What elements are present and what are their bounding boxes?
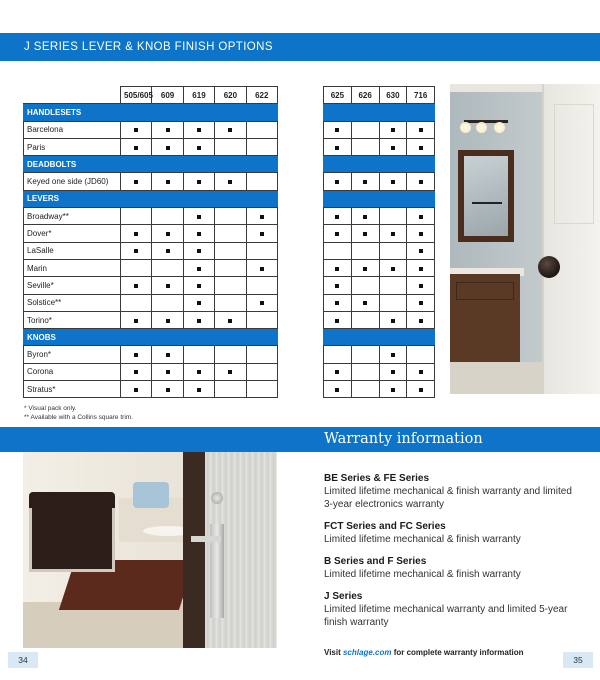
finish-cell bbox=[183, 225, 214, 242]
section-spacer bbox=[324, 156, 435, 173]
availability-dot bbox=[335, 146, 339, 150]
warranty-list bbox=[324, 472, 574, 638]
finish-cell bbox=[407, 346, 435, 363]
finish-cell bbox=[246, 173, 277, 190]
finish-cell bbox=[407, 363, 435, 380]
finish-column-header: 626 bbox=[351, 87, 379, 104]
warranty-item-desc: Limited lifetime mechanical & finish warranty and limited 3-year electronics warranty bbox=[324, 486, 572, 510]
table-header-row bbox=[24, 87, 278, 104]
section-spacer bbox=[324, 104, 435, 121]
finish-cell bbox=[152, 311, 183, 328]
finish-cell bbox=[183, 346, 214, 363]
door-knob-image bbox=[538, 256, 560, 278]
availability-dot bbox=[134, 319, 138, 323]
table-row bbox=[324, 225, 435, 242]
finish-cell bbox=[215, 311, 246, 328]
availability-dot bbox=[335, 319, 339, 323]
finish-cell bbox=[152, 381, 183, 398]
availability-dot bbox=[166, 388, 170, 392]
schlage-link[interactable]: schlage.com bbox=[342, 648, 392, 657]
availability-dot bbox=[197, 146, 201, 150]
finish-cell bbox=[215, 121, 246, 138]
finish-cell bbox=[183, 363, 214, 380]
finish-cell bbox=[324, 277, 352, 294]
finish-cell bbox=[407, 311, 435, 328]
availability-dot bbox=[391, 180, 395, 184]
table-row bbox=[324, 242, 435, 259]
table-section-row bbox=[24, 329, 278, 346]
product-name: Keyed one side (JD60) bbox=[24, 173, 121, 190]
finish-cell bbox=[183, 242, 214, 259]
table-row bbox=[24, 121, 278, 138]
product-name: Corona bbox=[24, 363, 121, 380]
footnote-visual-pack: * Visual pack only. bbox=[24, 405, 77, 412]
table-row bbox=[24, 277, 278, 294]
availability-dot bbox=[419, 215, 423, 219]
finish-cell bbox=[379, 363, 407, 380]
finish-cell bbox=[152, 208, 183, 225]
warranty-item bbox=[324, 555, 574, 581]
table-row bbox=[24, 208, 278, 225]
finish-cell bbox=[324, 346, 352, 363]
page-number-right: 35 bbox=[563, 652, 593, 668]
warranty-item-title: B Series and F Series bbox=[324, 556, 427, 567]
finish-cell bbox=[246, 363, 277, 380]
table-section-row bbox=[24, 156, 278, 173]
finish-cell bbox=[121, 173, 152, 190]
finish-cell bbox=[246, 225, 277, 242]
finish-cell bbox=[379, 346, 407, 363]
availability-dot bbox=[419, 180, 423, 184]
table-row bbox=[324, 346, 435, 363]
product-name: LaSalle bbox=[24, 242, 121, 259]
finish-cell bbox=[407, 294, 435, 311]
availability-dot bbox=[197, 232, 201, 236]
availability-dot bbox=[166, 370, 170, 374]
finish-cell bbox=[379, 311, 407, 328]
finish-cell bbox=[246, 242, 277, 259]
availability-dot bbox=[134, 232, 138, 236]
finish-cell bbox=[152, 173, 183, 190]
availability-dot bbox=[363, 301, 367, 305]
finish-cell bbox=[379, 225, 407, 242]
finish-cell bbox=[407, 259, 435, 276]
availability-dot bbox=[197, 128, 201, 132]
availability-dot bbox=[260, 267, 264, 271]
finish-cell bbox=[379, 259, 407, 276]
availability-dot bbox=[419, 232, 423, 236]
finish-cell bbox=[152, 121, 183, 138]
finish-cell bbox=[152, 259, 183, 276]
finish-cell bbox=[351, 277, 379, 294]
finish-cell bbox=[351, 346, 379, 363]
finish-cell bbox=[324, 363, 352, 380]
availability-dot bbox=[363, 267, 367, 271]
product-name: Byron* bbox=[24, 346, 121, 363]
availability-dot bbox=[391, 128, 395, 132]
availability-dot bbox=[335, 232, 339, 236]
table-row bbox=[324, 173, 435, 190]
finish-cell bbox=[407, 208, 435, 225]
product-name: Broadway** bbox=[24, 208, 121, 225]
availability-dot bbox=[197, 180, 201, 184]
availability-dot bbox=[335, 370, 339, 374]
finish-cell bbox=[152, 138, 183, 155]
product-name: Dover* bbox=[24, 225, 121, 242]
finish-cell bbox=[351, 208, 379, 225]
finish-cell bbox=[379, 138, 407, 155]
finish-cell bbox=[324, 121, 352, 138]
table-row bbox=[24, 346, 278, 363]
finish-cell bbox=[379, 121, 407, 138]
finish-cell bbox=[121, 363, 152, 380]
finish-cell bbox=[351, 311, 379, 328]
warranty-item-title: BE Series & FE Series bbox=[324, 473, 430, 484]
finish-cell bbox=[324, 381, 352, 398]
table-row bbox=[324, 121, 435, 138]
table-header-row bbox=[324, 87, 435, 104]
finish-cell bbox=[215, 346, 246, 363]
availability-dot bbox=[419, 128, 423, 132]
availability-dot bbox=[134, 146, 138, 150]
finish-cell bbox=[324, 138, 352, 155]
product-name: Marin bbox=[24, 259, 121, 276]
finish-cell bbox=[246, 381, 277, 398]
finish-cell bbox=[407, 242, 435, 259]
finish-cell bbox=[246, 259, 277, 276]
availability-dot bbox=[260, 232, 264, 236]
table-row bbox=[24, 311, 278, 328]
finish-cell bbox=[324, 242, 352, 259]
finish-cell bbox=[215, 381, 246, 398]
table-row bbox=[324, 311, 435, 328]
table-section-row bbox=[24, 190, 278, 207]
availability-dot bbox=[197, 301, 201, 305]
finish-cell bbox=[121, 138, 152, 155]
visit-prefix: Visit bbox=[324, 648, 341, 657]
finish-cell bbox=[121, 208, 152, 225]
finish-cell bbox=[215, 242, 246, 259]
availability-dot bbox=[166, 319, 170, 323]
section-spacer bbox=[324, 329, 435, 346]
finish-cell bbox=[351, 242, 379, 259]
availability-dot bbox=[363, 180, 367, 184]
finish-cell bbox=[215, 173, 246, 190]
availability-dot bbox=[419, 319, 423, 323]
finish-cell bbox=[121, 311, 152, 328]
finish-cell bbox=[152, 242, 183, 259]
finish-cell bbox=[407, 381, 435, 398]
section-label: HANDLESETS bbox=[24, 104, 278, 121]
finish-cell bbox=[351, 363, 379, 380]
finish-column-header: 609 bbox=[152, 87, 183, 104]
product-name: Barcelona bbox=[24, 121, 121, 138]
availability-dot bbox=[166, 353, 170, 357]
table-section-row bbox=[24, 104, 278, 121]
finish-cell bbox=[215, 363, 246, 380]
finish-cell bbox=[215, 138, 246, 155]
finish-cell bbox=[351, 294, 379, 311]
footnote-collins-trim: ** Available with a Collins square trim. bbox=[24, 414, 133, 421]
finish-cell bbox=[121, 294, 152, 311]
availability-dot bbox=[166, 180, 170, 184]
availability-dot bbox=[228, 180, 232, 184]
availability-dot bbox=[391, 319, 395, 323]
finish-cell bbox=[152, 225, 183, 242]
availability-dot bbox=[166, 232, 170, 236]
availability-dot bbox=[197, 388, 201, 392]
table-row bbox=[24, 259, 278, 276]
finish-cell bbox=[183, 208, 214, 225]
availability-dot bbox=[134, 353, 138, 357]
finish-cell bbox=[324, 259, 352, 276]
finish-column-header: 620 bbox=[215, 87, 246, 104]
living-room-photo bbox=[23, 452, 277, 648]
finish-cell bbox=[152, 363, 183, 380]
section-header-bar bbox=[0, 33, 600, 61]
table-row bbox=[324, 259, 435, 276]
availability-dot bbox=[419, 249, 423, 253]
finish-cell bbox=[121, 121, 152, 138]
finish-cell bbox=[121, 346, 152, 363]
table-row bbox=[24, 225, 278, 242]
availability-dot bbox=[197, 249, 201, 253]
table-row bbox=[324, 208, 435, 225]
table-section-row bbox=[324, 156, 435, 173]
finish-cell bbox=[215, 277, 246, 294]
availability-dot bbox=[134, 284, 138, 288]
finish-table-left bbox=[23, 86, 278, 398]
availability-dot bbox=[134, 370, 138, 374]
availability-dot bbox=[228, 319, 232, 323]
finish-cell bbox=[324, 294, 352, 311]
availability-dot bbox=[335, 215, 339, 219]
finish-cell bbox=[246, 294, 277, 311]
finish-cell bbox=[351, 138, 379, 155]
finish-cell bbox=[183, 311, 214, 328]
availability-dot bbox=[134, 388, 138, 392]
table-row bbox=[324, 381, 435, 398]
availability-dot bbox=[260, 215, 264, 219]
finish-cell bbox=[215, 225, 246, 242]
finish-cell bbox=[379, 173, 407, 190]
warranty-header-bar bbox=[0, 427, 600, 452]
finish-cell bbox=[407, 225, 435, 242]
warranty-item-desc: Limited lifetime mechanical warranty and limited 5-year finish warranty bbox=[324, 604, 568, 628]
finish-cell bbox=[407, 121, 435, 138]
finish-cell bbox=[324, 311, 352, 328]
table-section-row bbox=[324, 104, 435, 121]
availability-dot bbox=[335, 267, 339, 271]
finish-cell bbox=[379, 381, 407, 398]
section-title: J SERIES LEVER & KNOB FINISH OPTIONS bbox=[24, 41, 273, 53]
product-name: Paris bbox=[24, 138, 121, 155]
finish-cell bbox=[351, 121, 379, 138]
availability-dot bbox=[197, 319, 201, 323]
finish-cell bbox=[324, 173, 352, 190]
availability-dot bbox=[363, 215, 367, 219]
availability-dot bbox=[197, 284, 201, 288]
product-name: Torino* bbox=[24, 311, 121, 328]
finish-cell bbox=[324, 225, 352, 242]
table-row bbox=[24, 381, 278, 398]
availability-dot bbox=[363, 232, 367, 236]
finish-cell bbox=[215, 259, 246, 276]
finish-cell bbox=[152, 294, 183, 311]
availability-dot bbox=[335, 388, 339, 392]
section-spacer bbox=[324, 190, 435, 207]
finish-cell bbox=[183, 121, 214, 138]
availability-dot bbox=[335, 301, 339, 305]
finish-cell bbox=[246, 346, 277, 363]
availability-dot bbox=[166, 146, 170, 150]
availability-dot bbox=[228, 128, 232, 132]
finish-cell bbox=[351, 259, 379, 276]
finish-column-header: 630 bbox=[379, 87, 407, 104]
availability-dot bbox=[391, 146, 395, 150]
finish-cell bbox=[183, 294, 214, 311]
finish-cell bbox=[215, 294, 246, 311]
table-section-row bbox=[324, 329, 435, 346]
finish-cell bbox=[152, 346, 183, 363]
finish-column-header: 716 bbox=[407, 87, 435, 104]
availability-dot bbox=[134, 180, 138, 184]
availability-dot bbox=[391, 388, 395, 392]
warranty-item-desc: Limited lifetime mechanical & finish warranty bbox=[324, 569, 521, 580]
finish-column-header: 625 bbox=[324, 87, 352, 104]
availability-dot bbox=[134, 128, 138, 132]
finish-cell bbox=[351, 381, 379, 398]
finish-column-header: 505/605 bbox=[121, 87, 152, 104]
table-row bbox=[24, 242, 278, 259]
finish-cell bbox=[246, 208, 277, 225]
finish-cell bbox=[121, 277, 152, 294]
warranty-item-desc: Limited lifetime mechanical & finish warranty bbox=[324, 534, 521, 545]
finish-cell bbox=[183, 138, 214, 155]
finish-cell bbox=[351, 173, 379, 190]
finish-cell bbox=[246, 311, 277, 328]
finish-cell bbox=[121, 381, 152, 398]
availability-dot bbox=[419, 388, 423, 392]
section-label: LEVERS bbox=[24, 190, 278, 207]
finish-cell bbox=[121, 242, 152, 259]
finish-cell bbox=[407, 173, 435, 190]
availability-dot bbox=[197, 215, 201, 219]
finish-cell bbox=[407, 138, 435, 155]
availability-dot bbox=[391, 353, 395, 357]
finish-column-header: 619 bbox=[183, 87, 214, 104]
finish-cell bbox=[121, 225, 152, 242]
availability-dot bbox=[166, 249, 170, 253]
finish-cell bbox=[379, 242, 407, 259]
finish-table-right bbox=[323, 86, 435, 398]
finish-cell bbox=[215, 208, 246, 225]
finish-cell bbox=[183, 259, 214, 276]
warranty-item bbox=[324, 520, 574, 546]
availability-dot bbox=[391, 267, 395, 271]
table-row bbox=[24, 294, 278, 311]
availability-dot bbox=[134, 249, 138, 253]
availability-dot bbox=[228, 370, 232, 374]
section-label: KNOBS bbox=[24, 329, 278, 346]
visit-line bbox=[324, 648, 523, 657]
finish-cell bbox=[121, 259, 152, 276]
warranty-item bbox=[324, 472, 574, 511]
availability-dot bbox=[260, 301, 264, 305]
availability-dot bbox=[197, 370, 201, 374]
warranty-heading: Warranty information bbox=[324, 431, 483, 447]
finish-cell bbox=[379, 277, 407, 294]
section-label: DEADBOLTS bbox=[24, 156, 278, 173]
availability-dot bbox=[419, 146, 423, 150]
table-section-row bbox=[324, 190, 435, 207]
bathroom-photo bbox=[450, 84, 600, 394]
visit-suffix: for complete warranty information bbox=[393, 648, 524, 657]
finish-cell bbox=[183, 173, 214, 190]
availability-dot bbox=[335, 180, 339, 184]
availability-dot bbox=[335, 128, 339, 132]
table-row bbox=[324, 363, 435, 380]
availability-dot bbox=[419, 370, 423, 374]
availability-dot bbox=[166, 128, 170, 132]
finish-cell bbox=[379, 208, 407, 225]
table-row bbox=[324, 277, 435, 294]
finish-cell bbox=[183, 381, 214, 398]
table-row bbox=[24, 173, 278, 190]
table-row bbox=[324, 294, 435, 311]
finish-column-header: 622 bbox=[246, 87, 277, 104]
finish-cell bbox=[246, 138, 277, 155]
table-row bbox=[24, 363, 278, 380]
warranty-item-title: FCT Series and FC Series bbox=[324, 521, 446, 532]
product-name: Stratus* bbox=[24, 381, 121, 398]
finish-cell bbox=[183, 277, 214, 294]
warranty-item bbox=[324, 590, 574, 629]
availability-dot bbox=[419, 301, 423, 305]
warranty-item-title: J Series bbox=[324, 591, 363, 602]
finish-cell bbox=[324, 208, 352, 225]
finish-cell bbox=[351, 225, 379, 242]
page-number-left: 34 bbox=[8, 652, 38, 668]
table-row bbox=[24, 138, 278, 155]
finish-cell bbox=[407, 277, 435, 294]
finish-cell bbox=[152, 277, 183, 294]
availability-dot bbox=[197, 267, 201, 271]
availability-dot bbox=[419, 284, 423, 288]
availability-dot bbox=[335, 284, 339, 288]
footnotes bbox=[24, 404, 133, 422]
availability-dot bbox=[391, 370, 395, 374]
table-row bbox=[324, 138, 435, 155]
header-blank bbox=[24, 87, 121, 104]
availability-dot bbox=[419, 267, 423, 271]
availability-dot bbox=[391, 232, 395, 236]
product-name: Solstice** bbox=[24, 294, 121, 311]
finish-cell bbox=[246, 121, 277, 138]
product-name: Seville* bbox=[24, 277, 121, 294]
availability-dot bbox=[166, 284, 170, 288]
finish-cell bbox=[379, 294, 407, 311]
finish-cell bbox=[246, 277, 277, 294]
